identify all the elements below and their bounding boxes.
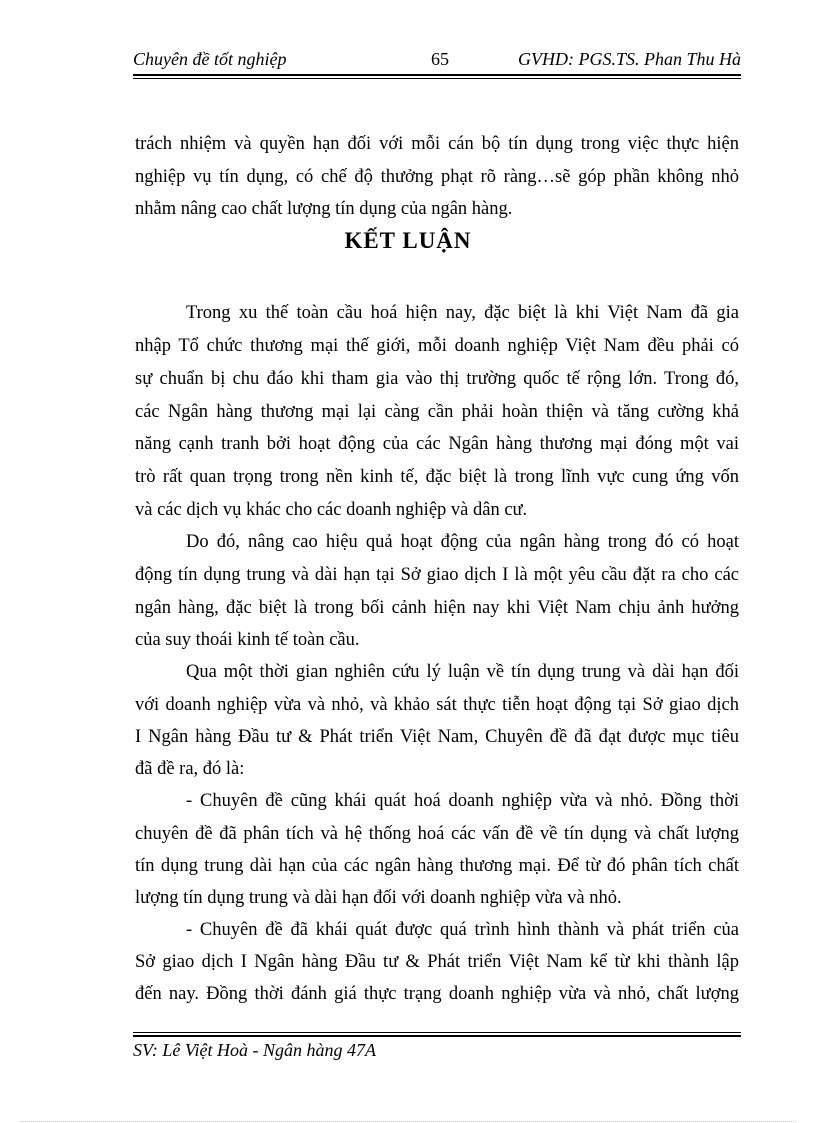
- page-footer: SV: Lê Việt Hoà - Ngân hàng 47A: [133, 1040, 376, 1060]
- text-line: lượng tín dụng trung và dài hạn đối với doanh nghiệp vừa và nhỏ.: [135, 888, 622, 908]
- text-line: trách nhiệm và quyền hạn đối với mỗi cán bộ tín dụng trong việc thực hiện: [135, 134, 739, 154]
- page-number: 65: [431, 49, 449, 69]
- text-line: năng cạnh tranh bởi hoạt động của các Ngân hàng thương mại đóng một vai: [135, 434, 739, 454]
- text-line: - Chuyên đề đã khái quát được quá trình hình thành và phát triển của: [186, 920, 739, 940]
- text-line: tín dụng trung dài hạn của các ngân hàng thương mại. Để từ đó phân tích chất: [135, 856, 739, 876]
- text-line: ngân hàng, đặc biệt là trong bối cảnh hiện nay khi Việt Nam chịu ảnh hưởng: [135, 598, 739, 618]
- text-line: Sở giao dịch I Ngân hàng Đầu tư & Phát triển Việt Nam kể từ khi thành lập: [135, 952, 739, 972]
- footer-rule: [133, 1032, 741, 1037]
- text-line: với doanh nghiệp vừa và nhỏ, và khảo sát thực tiễn hoạt động tại Sở giao dịch: [135, 695, 739, 715]
- text-line: nghiệp vụ tín dụng, có chế độ thưởng phạt rõ ràng…sẽ góp phần không nhỏ: [135, 167, 739, 187]
- text-line: nhập Tổ chức thương mại thế giới, mỗi doanh nghiệp Việt Nam đều phải có: [135, 336, 739, 356]
- text-line: Do đó, nâng cao hiệu quả hoạt động của ngân hàng trong đó có hoạt: [186, 532, 739, 552]
- text-line: động tín dụng trung và dài hạn tại Sở giao dịch I là một yêu cầu đặt ra cho các: [135, 565, 739, 585]
- header-document-title: Chuyên đề tốt nghiệp: [133, 49, 287, 69]
- section-heading: KẾT LUẬN: [344, 228, 472, 253]
- header-rule: [133, 74, 741, 79]
- text-line: đã đề ra, đó là:: [135, 759, 245, 779]
- text-line: Qua một thời gian nghiên cứu lý luận về tín dụng trung và dài hạn đối: [186, 662, 739, 682]
- text-line: đến nay. Đồng thời đánh giá thực trạng doanh nghiệp vừa và nhỏ, chất lượng: [135, 984, 739, 1004]
- text-line: của suy thoái kinh tế toàn cầu.: [135, 630, 360, 650]
- page-edge-dots: [20, 1121, 796, 1122]
- text-line: trò rất quan trọng trong nền kinh tế, đặc biệt là trong lĩnh vực cung ứng vốn: [135, 467, 739, 487]
- text-line: chuyên đề đã phân tích và hệ thống hoá các vấn đề về tín dụng và chất lượng: [135, 824, 739, 844]
- text-line: nhằm nâng cao chất lượng tín dụng của ngân hàng.: [135, 199, 513, 219]
- text-line: - Chuyên đề cũng khái quát hoá doanh nghiệp vừa và nhỏ. Đồng thời: [186, 791, 739, 811]
- text-line: sự chuẩn bị chu đáo khi tham gia vào thị trường quốc tế rộng lớn. Trong đó,: [135, 369, 739, 389]
- header-supervisor: GVHD: PGS.TS. Phan Thu Hà: [518, 49, 741, 69]
- text-line: Trong xu thế toàn cầu hoá hiện nay, đặc biệt là khi Việt Nam đã gia: [186, 303, 739, 323]
- text-line: và các dịch vụ khác cho các doanh nghiệp và dân cư.: [135, 500, 528, 520]
- page-header: [133, 47, 741, 73]
- text-line: các Ngân hàng thương mại lại càng cần phải hoàn thiện và tăng cường khả: [135, 402, 739, 422]
- text-line: I Ngân hàng Đầu tư & Phát triển Việt Nam, Chuyên đề đã đạt được mục tiêu: [135, 727, 739, 747]
